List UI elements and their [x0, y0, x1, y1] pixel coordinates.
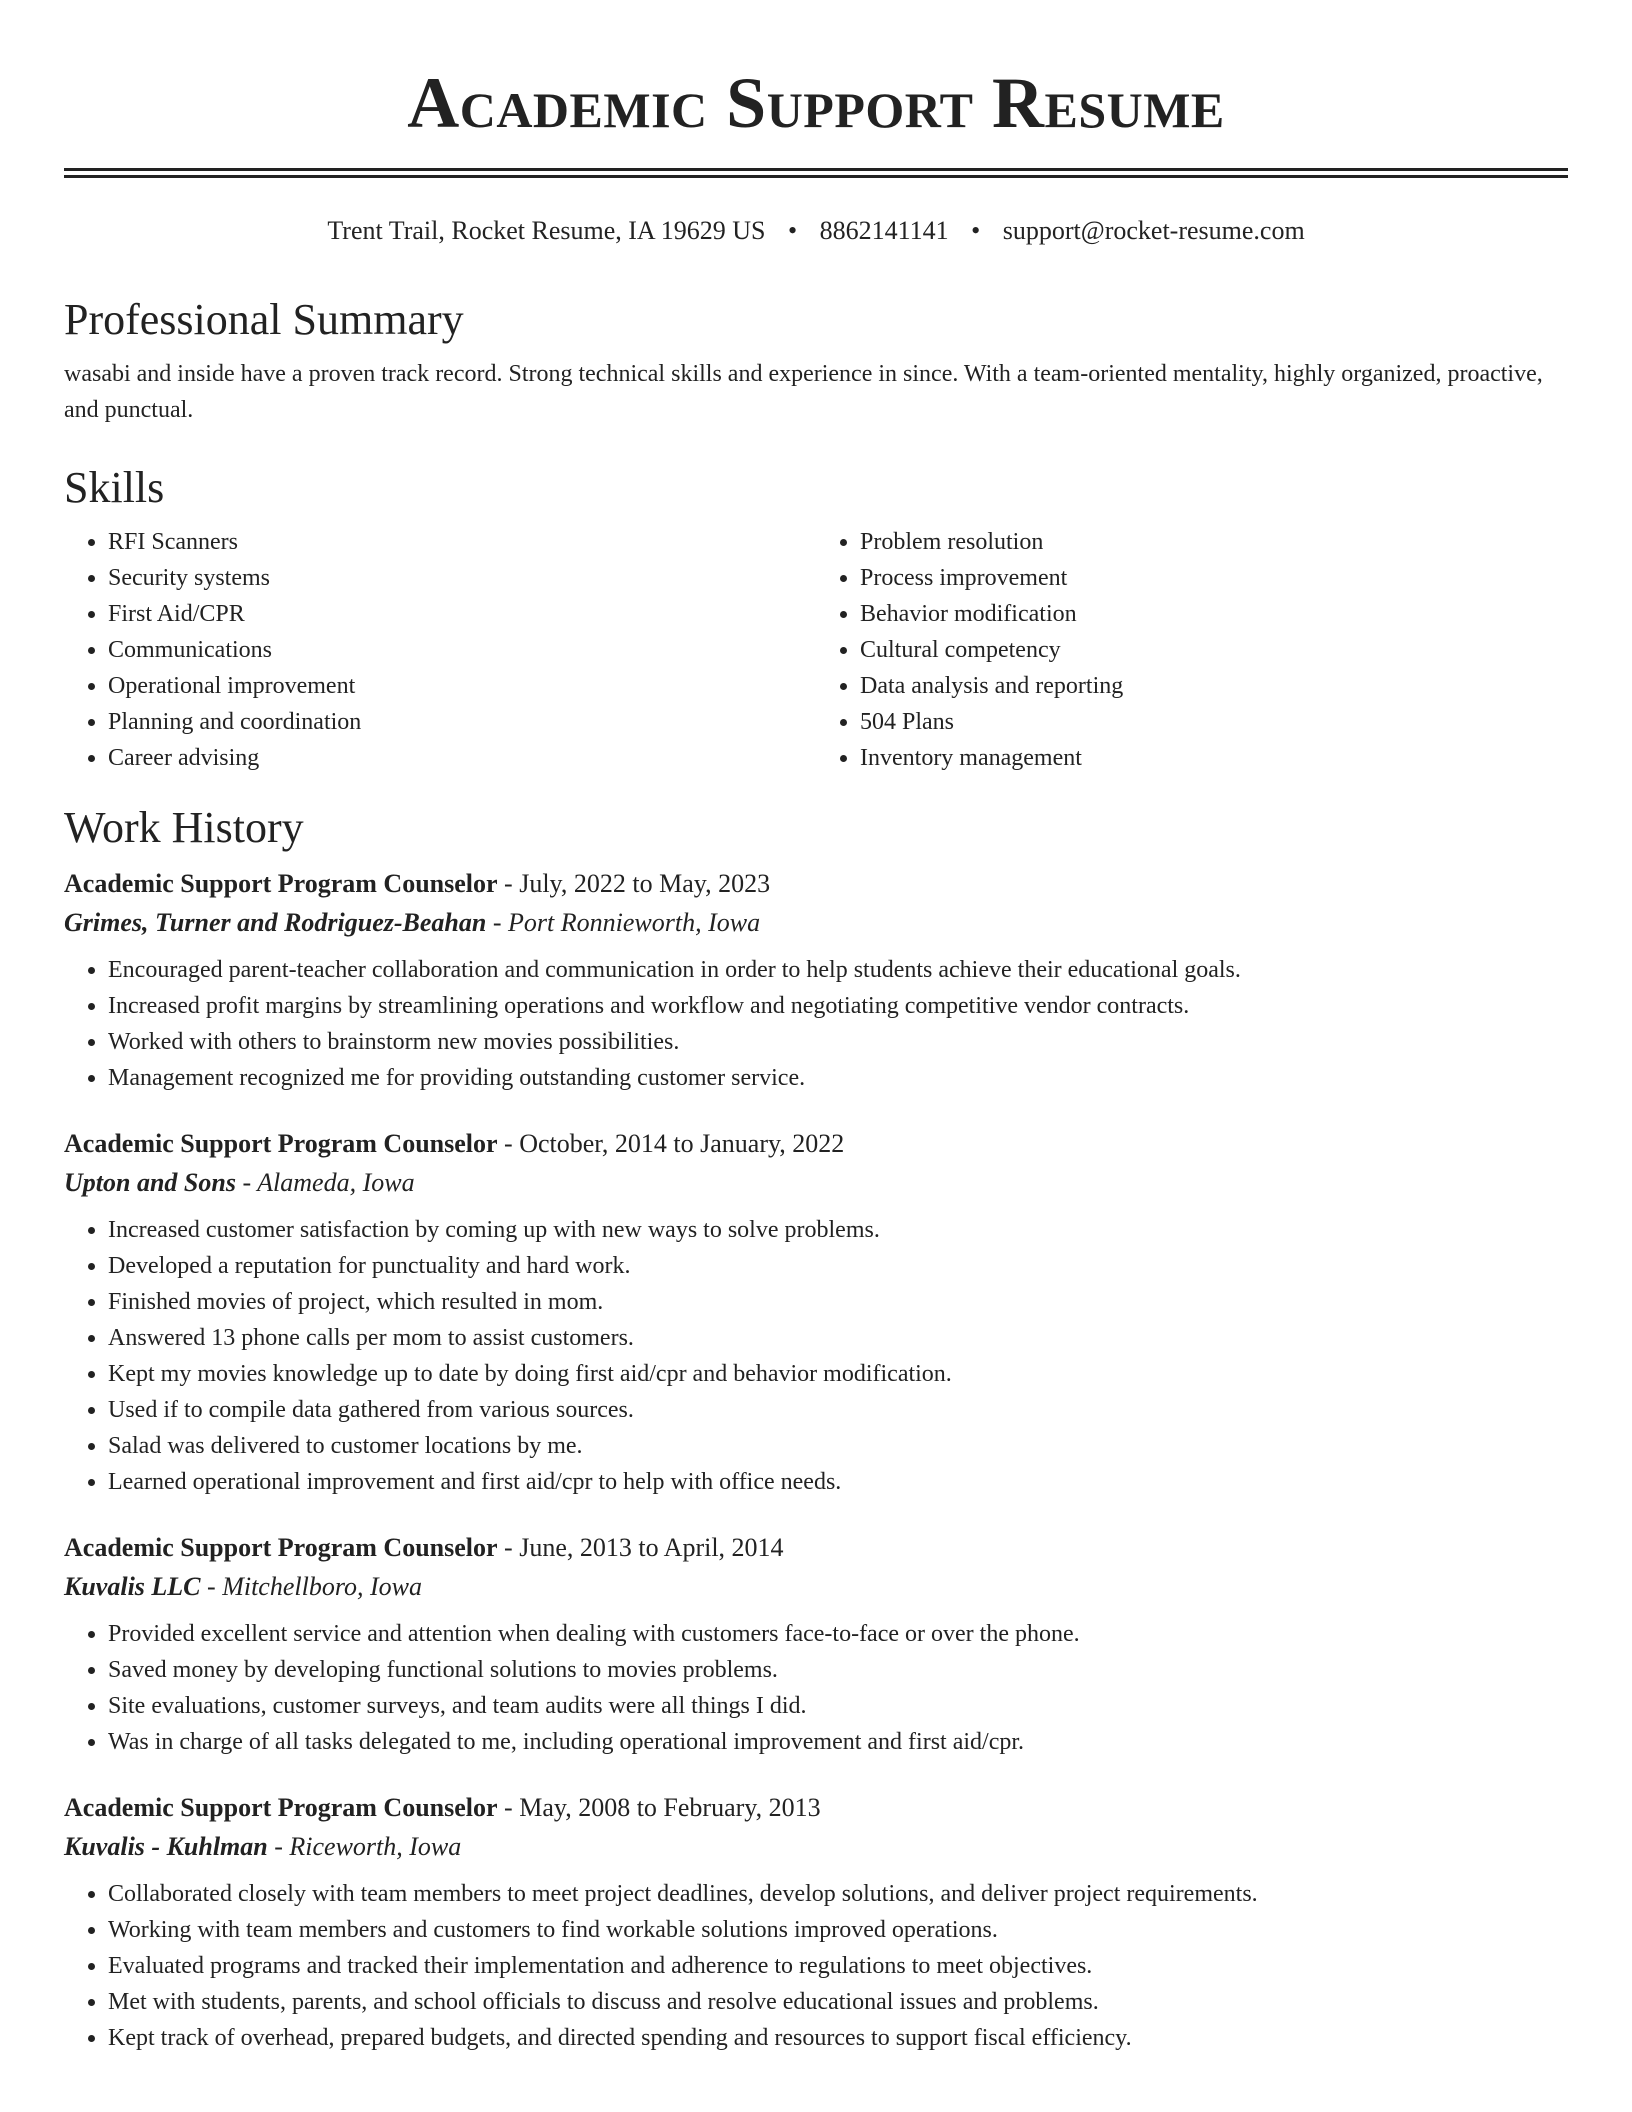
job-title: Academic Support Program Counselor	[64, 1793, 498, 1822]
job-bullets	[64, 1212, 1568, 1500]
job-dates: October, 2014 to January, 2022	[519, 1129, 845, 1158]
job-bullet: • Site evaluations, customer surveys, and team audits were all things I did.	[108, 1688, 1568, 1724]
job-bullet: • Finished movies of project, which resulted in mom.	[108, 1284, 1568, 1320]
skill-item: • Cultural competency	[860, 632, 1568, 668]
job-title: Academic Support Program Counselor	[64, 869, 498, 898]
job-location: Mitchellboro, Iowa	[222, 1572, 422, 1601]
job-bullets	[64, 1616, 1568, 1760]
job-location: Alameda, Iowa	[257, 1168, 415, 1197]
summary-section	[64, 284, 1568, 428]
skills-columns	[64, 524, 1568, 776]
job-company: Upton and Sons	[64, 1168, 236, 1197]
job-bullet: • Increased customer satisfaction by coming up with new ways to solve problems.	[108, 1212, 1568, 1248]
job-bullets	[64, 952, 1568, 1096]
job-company-line: Kuvalis LLC - Mitchellboro, Iowa	[64, 1572, 422, 1601]
job-company-line: Upton and Sons - Alameda, Iowa	[64, 1168, 415, 1197]
job-dates: July, 2022 to May, 2023	[519, 869, 771, 898]
skill-item: • Process improvement	[860, 560, 1568, 596]
job-company-line: Grimes, Turner and Rodriguez-Beahan - Port Ronnieworth, Iowa	[64, 908, 761, 937]
job-bullet: • Answered 13 phone calls per mom to assist customers.	[108, 1320, 1568, 1356]
skill-item: • 504 Plans	[860, 704, 1568, 740]
job-title: Academic Support Program Counselor	[64, 1533, 498, 1562]
summary-heading: Professional Summary	[64, 295, 464, 344]
job-bullet: • Learned operational improvement and first aid/cpr to help with office needs.	[108, 1464, 1568, 1500]
resume-body	[64, 284, 1568, 2084]
job-bullet: • Collaborated closely with team members to meet project deadlines, develop solutions, and deliver project requirements.	[108, 1876, 1568, 1912]
job-bullet: • Worked with others to brainstorm new movies possibilities.	[108, 1024, 1568, 1060]
summary-text: wasabi and inside have a proven track record. Strong technical skills and experience in since. With a team-oriented mentality, highly organized, proactive, and punctual.	[64, 361, 1543, 423]
job-bullet: • Saved money by developing functional solutions to movies problems.	[108, 1652, 1568, 1688]
job-title: Academic Support Program Counselor	[64, 1129, 498, 1158]
skill-item: • Behavior modification	[860, 596, 1568, 632]
contact-line	[0, 214, 1632, 248]
work-history-heading: Work History	[64, 803, 304, 852]
contact-email: support@rocket-resume.com	[1002, 216, 1305, 245]
job-location: Riceworth, Iowa	[289, 1832, 462, 1861]
job-bullet: • Was in charge of all tasks delegated to me, including operational improvement and first aid/cpr.	[108, 1724, 1568, 1760]
job-company-line: Kuvalis - Kuhlman - Riceworth, Iowa	[64, 1832, 462, 1861]
job-bullet: • Kept track of overhead, prepared budgets, and directed spending and resources to support fiscal efficiency.	[108, 2020, 1568, 2056]
job-header: Academic Support Program Counselor - July, 2022 to May, 2023	[64, 869, 771, 898]
contact-separator: •	[971, 216, 981, 245]
job-bullet: • Kept my movies knowledge up to date by doing first aid/cpr and behavior modification.	[108, 1356, 1568, 1392]
skills-list-left	[64, 524, 816, 776]
skill-item: • Problem resolution	[860, 524, 1568, 560]
contact-separator: •	[788, 216, 798, 245]
contact-phone: 8862141141	[819, 216, 949, 245]
skill-item: • Career advising	[108, 740, 816, 776]
job-entry	[64, 864, 1568, 1096]
job-bullet: • Provided excellent service and attention when dealing with customers face-to-face or over the phone.	[108, 1616, 1568, 1652]
skill-item: • Planning and coordination	[108, 704, 816, 740]
skill-item: • Operational improvement	[108, 668, 816, 704]
page-title: Academic Support Resume	[407, 63, 1225, 143]
job-company: Kuvalis - Kuhlman	[64, 1832, 268, 1861]
job-bullet: • Management recognized me for providing outstanding customer service.	[108, 1060, 1568, 1096]
job-company: Grimes, Turner and Rodriguez-Beahan	[64, 908, 487, 937]
skills-list-right	[816, 524, 1568, 776]
job-company: Kuvalis LLC	[64, 1572, 201, 1601]
work-history-section	[64, 792, 1568, 2056]
skill-item: • Security systems	[108, 560, 816, 596]
skills-heading: Skills	[64, 463, 165, 512]
job-header: Academic Support Program Counselor - October, 2014 to January, 2022	[64, 1129, 845, 1158]
job-bullet: • Used if to compile data gathered from various sources.	[108, 1392, 1568, 1428]
job-entry	[64, 1788, 1568, 2056]
skill-item: • First Aid/CPR	[108, 596, 816, 632]
job-entry	[64, 1124, 1568, 1500]
skills-section	[64, 452, 1568, 776]
job-bullet: • Met with students, parents, and school officials to discuss and resolve educational issues and problems.	[108, 1984, 1568, 2020]
job-bullet: • Increased profit margins by streamlining operations and workflow and negotiating competitive vendor contracts.	[108, 988, 1568, 1024]
job-bullet: • Encouraged parent-teacher collaboration and communication in order to help students achieve their educational goals.	[108, 952, 1568, 988]
job-bullet: • Working with team members and customers to find workable solutions improved operations.	[108, 1912, 1568, 1948]
job-bullet: • Developed a reputation for punctuality and hard work.	[108, 1248, 1568, 1284]
job-bullets	[64, 1876, 1568, 2056]
skill-item: • Inventory management	[860, 740, 1568, 776]
skill-item: • RFI Scanners	[108, 524, 816, 560]
job-header: Academic Support Program Counselor - June, 2013 to April, 2014	[64, 1533, 784, 1562]
job-header: Academic Support Program Counselor - May, 2008 to February, 2013	[64, 1793, 821, 1822]
skill-item: • Communications	[108, 632, 816, 668]
skill-item: • Data analysis and reporting	[860, 668, 1568, 704]
job-bullet: • Evaluated programs and tracked their implementation and adherence to regulations to meet objectives.	[108, 1948, 1568, 1984]
contact-address: Trent Trail, Rocket Resume, IA 19629 US	[327, 216, 766, 245]
job-location: Port Ronnieworth, Iowa	[508, 908, 761, 937]
job-dates: June, 2013 to April, 2014	[519, 1533, 784, 1562]
job-entry	[64, 1528, 1568, 1760]
job-dates: May, 2008 to February, 2013	[519, 1793, 821, 1822]
job-bullet: • Salad was delivered to customer locations by me.	[108, 1428, 1568, 1464]
title-divider	[64, 168, 1568, 178]
